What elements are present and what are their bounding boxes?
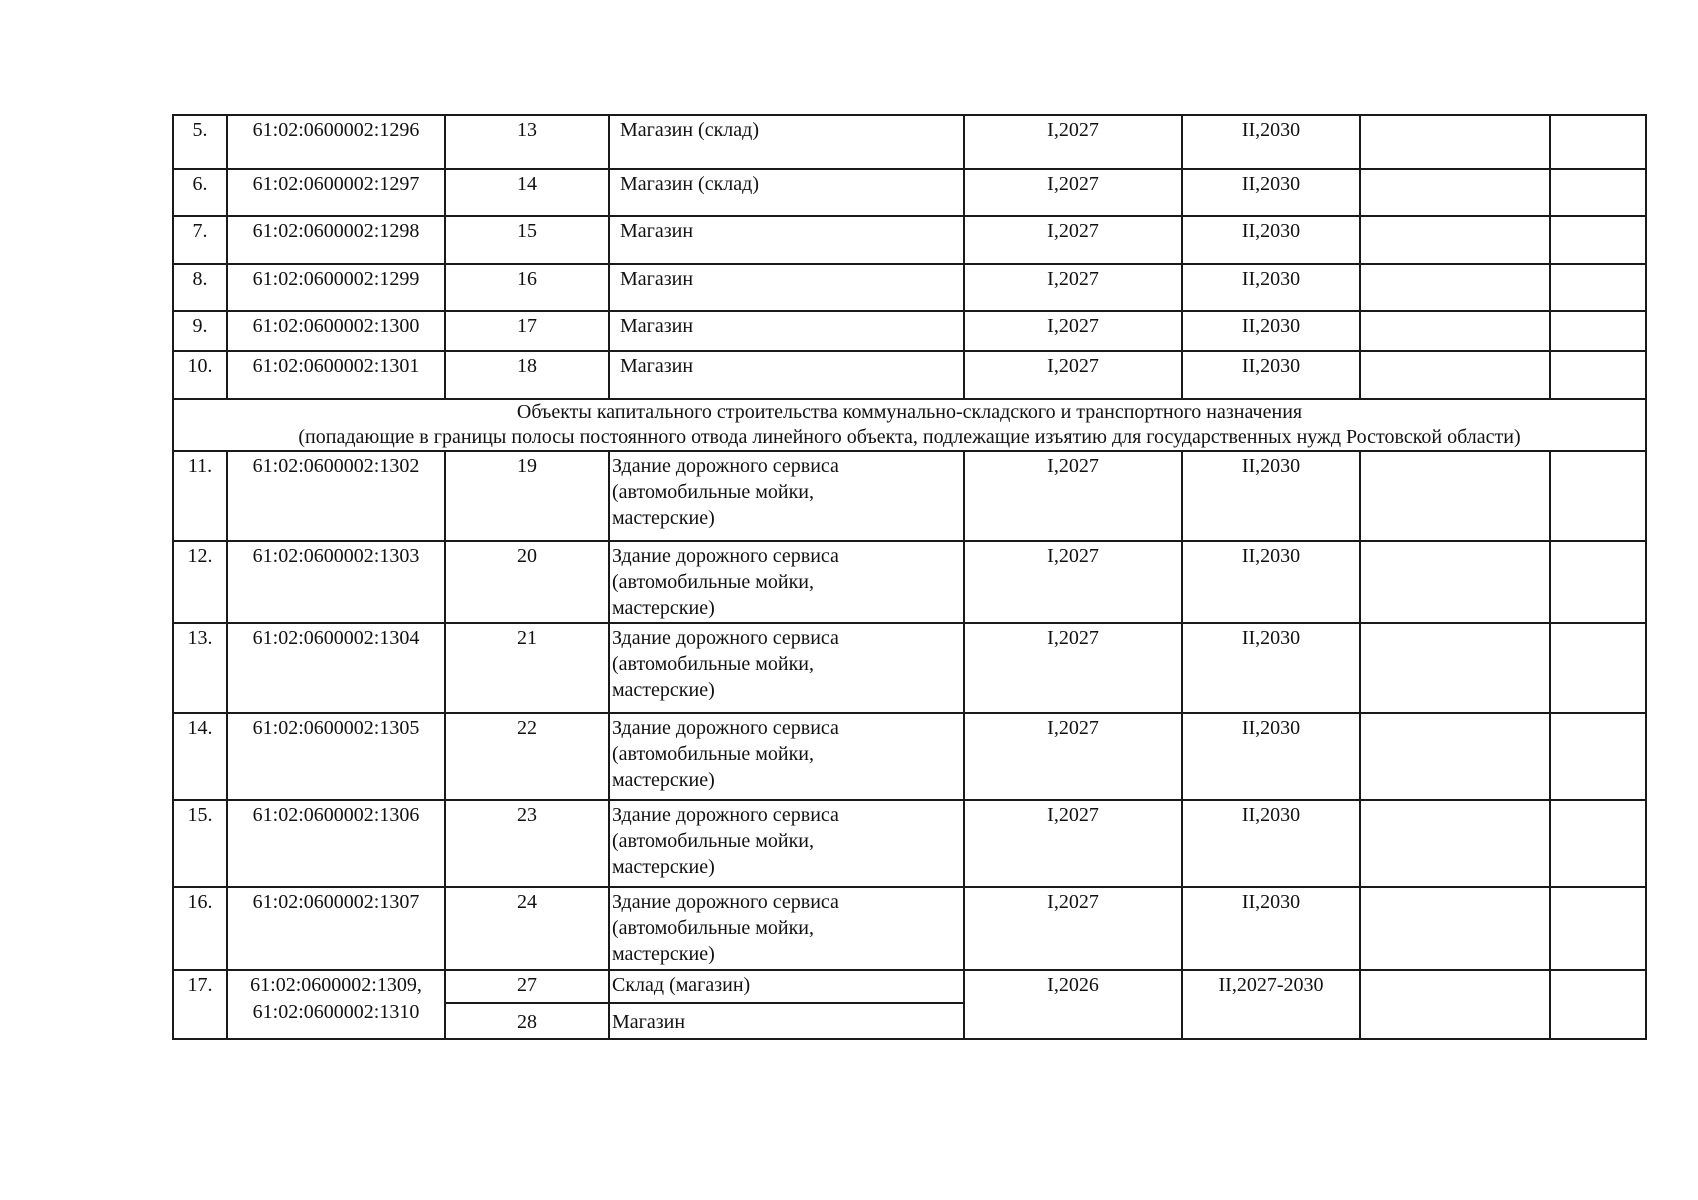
object-name: Магазин (612, 1010, 686, 1033)
cadastral-number: 61:02:0600002:1305 (252, 717, 420, 739)
row-number-cell (173, 169, 227, 216)
row-number-cell (173, 115, 227, 169)
object-name-line: Здание дорожного сервиса (612, 804, 839, 826)
object-name-cell (609, 351, 964, 399)
object-name-line: Здание дорожного сервиса (612, 891, 839, 913)
end-period: II,2030 (1241, 268, 1301, 290)
extra-1 (1361, 265, 1549, 266)
start-period: I,2027 (1047, 627, 1099, 649)
row-number-cell (173, 800, 227, 887)
extra-2-cell (1550, 115, 1646, 169)
cadastral-number-cell (227, 451, 445, 541)
position-number-cell (445, 1003, 609, 1039)
extra-2 (1551, 170, 1645, 171)
table-row (173, 115, 1646, 169)
start-period-cell (964, 713, 1182, 800)
end-period: II,2030 (1241, 891, 1301, 913)
end-period-cell (1182, 713, 1360, 800)
cadastral-number-cell (227, 713, 445, 800)
extra-1 (1361, 116, 1549, 117)
table-row (173, 713, 1646, 800)
object-name-line: Здание дорожного сервиса (612, 627, 839, 649)
end-period-cell (1182, 887, 1360, 970)
end-period-cell (1182, 311, 1360, 351)
object-name-cell (609, 169, 964, 216)
extra-2-cell (1550, 216, 1646, 264)
position-number-cell (445, 264, 609, 311)
property-table (172, 114, 1647, 1040)
table-row (173, 451, 1646, 541)
extra-1-cell (1360, 800, 1550, 887)
start-period-cell (964, 623, 1182, 713)
extra-2-cell (1550, 713, 1646, 800)
object-name-cell (609, 216, 964, 264)
cadastral-number-cell (227, 623, 445, 713)
cadastral-number-cell (227, 115, 445, 169)
table-row (173, 169, 1646, 216)
start-period: I,2027 (1047, 804, 1099, 826)
extra-1 (1361, 312, 1549, 313)
start-period-cell (964, 970, 1182, 1039)
cadastral-number-cell (227, 216, 445, 264)
extra-1-cell (1360, 713, 1550, 800)
extra-2 (1551, 312, 1645, 313)
extra-2-cell (1550, 887, 1646, 970)
start-period-cell (964, 169, 1182, 216)
extra-2-cell (1550, 541, 1646, 623)
end-period-cell (1182, 169, 1360, 216)
start-period-cell (964, 311, 1182, 351)
object-name-line: (автомобильные мойки, (612, 917, 815, 939)
extra-1-cell (1360, 311, 1550, 351)
position-number-cell (445, 623, 609, 713)
table-row (173, 623, 1646, 713)
extra-1-cell (1360, 264, 1550, 311)
extra-2 (1551, 116, 1645, 117)
end-period: II,2030 (1241, 455, 1301, 477)
object-name-line: мастерские) (612, 597, 715, 619)
object-name-line: (автомобильные мойки, (612, 481, 815, 503)
row-number-cell (173, 887, 227, 970)
row-number-cell (173, 713, 227, 800)
object-name-cell (609, 1003, 964, 1039)
object-name-cell (609, 541, 964, 623)
object-name-cell (609, 311, 964, 351)
object-name (610, 888, 963, 967)
position-number-cell (445, 713, 609, 800)
position-number: 19 (517, 455, 537, 477)
position-number: 22 (517, 717, 537, 739)
position-number-cell (445, 800, 609, 887)
object-name-cell (609, 713, 964, 800)
position-number: 27 (517, 974, 537, 996)
extra-2-cell (1550, 169, 1646, 216)
start-period: I,2027 (1047, 268, 1099, 290)
extra-1-cell (1360, 541, 1550, 623)
start-period: I,2027 (1047, 455, 1099, 477)
cadastral-number-cell (227, 800, 445, 887)
end-period: II,2030 (1241, 804, 1301, 826)
row-number: 16. (187, 891, 213, 913)
end-period-cell (1182, 264, 1360, 311)
cadastral-number: 61:02:0600002:1309, (250, 974, 422, 996)
row-number: 8. (192, 268, 208, 290)
section-header-row (173, 399, 1646, 451)
row-number-cell (173, 351, 227, 399)
start-period: I,2027 (1047, 545, 1099, 567)
position-number: 21 (517, 627, 537, 649)
extra-2 (1551, 265, 1645, 266)
row-number: 10. (187, 355, 213, 377)
extra-1-cell (1360, 451, 1550, 541)
position-number: 24 (517, 891, 537, 913)
end-period: II,2030 (1241, 173, 1301, 195)
cadastral-number: 61:02:0600002:1306 (252, 804, 420, 826)
end-period-cell (1182, 800, 1360, 887)
row-number: 7. (192, 220, 208, 242)
cadastral-number-cell (227, 311, 445, 351)
extra-2-cell (1550, 311, 1646, 351)
start-period: I,2027 (1047, 315, 1099, 337)
start-period-cell (964, 351, 1182, 399)
end-period-cell (1182, 115, 1360, 169)
row-number: 13. (187, 627, 213, 649)
row-number-cell (173, 451, 227, 541)
row-number: 15. (187, 804, 213, 826)
object-name: Магазин (620, 315, 694, 337)
object-name-line: мастерские) (612, 507, 715, 529)
object-name-line: Здание дорожного сервиса (612, 717, 839, 739)
cadastral-number: 61:02:0600002:1302 (252, 455, 420, 477)
start-period: I,2026 (1047, 974, 1099, 996)
end-period: II,2030 (1241, 119, 1301, 141)
position-number-cell (445, 169, 609, 216)
position-number: 15 (517, 220, 537, 242)
table-row (173, 264, 1646, 311)
row-number-cell (173, 623, 227, 713)
start-period-cell (964, 115, 1182, 169)
extra-1-cell (1360, 169, 1550, 216)
object-name-line: (автомобильные мойки, (612, 830, 815, 852)
extra-1-cell (1360, 216, 1550, 264)
row-number: 6. (192, 173, 208, 195)
row-number-cell (173, 541, 227, 623)
cadastral-number-cell (227, 970, 445, 1039)
row-number: 12. (187, 545, 213, 567)
position-number-cell (445, 351, 609, 399)
cadastral-number: 61:02:0600002:1310 (252, 1001, 420, 1023)
cadastral-number-cell (227, 541, 445, 623)
position-number: 16 (517, 268, 537, 290)
start-period: I,2027 (1047, 717, 1099, 739)
cadastral-number: 61:02:0600002:1300 (252, 315, 420, 337)
object-name (610, 542, 963, 621)
object-name: Склад (магазин) (612, 974, 751, 996)
end-period-cell (1182, 216, 1360, 264)
extra-2-cell (1550, 351, 1646, 399)
object-name-line: (автомобильные мойки, (612, 653, 815, 675)
position-number: 17 (517, 315, 537, 337)
end-period-cell (1182, 541, 1360, 623)
object-name (610, 452, 963, 531)
position-number: 20 (517, 545, 537, 567)
table-body (173, 115, 1646, 1039)
cadastral-number-cell (227, 264, 445, 311)
cadastral-number: 61:02:0600002:1303 (252, 545, 420, 567)
cadastral-number-cell (227, 351, 445, 399)
end-period-cell (1182, 451, 1360, 541)
table-row (173, 970, 1646, 1003)
extra-1-cell (1360, 115, 1550, 169)
position-number-cell (445, 541, 609, 623)
row-number: 11. (187, 455, 213, 477)
row-number: 14. (187, 717, 213, 739)
extra-2-cell (1550, 264, 1646, 311)
object-name-line: мастерские) (612, 856, 715, 878)
object-name-cell (609, 800, 964, 887)
table-row (173, 311, 1646, 351)
section-title-line2: (попадающие в границы полосы постоянного отвода линейного объекта, подлежащие изъятию для государственных нужд Ростовской области) (298, 426, 1521, 448)
start-period-cell (964, 216, 1182, 264)
extra-1-cell (1360, 351, 1550, 399)
object-name: Магазин (склад) (620, 173, 759, 195)
row-number: 17. (187, 974, 213, 996)
end-period: II,2030 (1241, 220, 1301, 242)
end-period-cell (1182, 351, 1360, 399)
table-row (173, 541, 1646, 623)
end-period-cell (1182, 970, 1360, 1039)
row-number: 9. (192, 315, 208, 337)
position-number: 23 (517, 804, 537, 826)
extra-1-cell (1360, 887, 1550, 970)
extra-1-cell (1360, 623, 1550, 713)
extra-1-cell (1360, 970, 1550, 1039)
object-name-line: мастерские) (612, 679, 715, 701)
object-name-cell (609, 970, 964, 1003)
end-period: II,2027-2030 (1218, 974, 1324, 996)
object-name-line: мастерские) (612, 769, 715, 791)
extra-2 (1551, 352, 1645, 353)
object-name-cell (609, 451, 964, 541)
start-period-cell (964, 264, 1182, 311)
object-name-line: (автомобильные мойки, (612, 743, 815, 765)
object-name-line: мастерские) (612, 943, 715, 965)
table-row (173, 887, 1646, 970)
object-name-line: Здание дорожного сервиса (612, 455, 839, 477)
start-period-cell (964, 541, 1182, 623)
extra-2-cell (1550, 970, 1646, 1039)
table-row (173, 800, 1646, 887)
row-number: 5. (192, 119, 208, 141)
position-number: 28 (517, 1010, 537, 1033)
object-name-line: Здание дорожного сервиса (612, 545, 839, 567)
extra-1 (1361, 170, 1549, 171)
extra-2-cell (1550, 623, 1646, 713)
object-name-cell (609, 264, 964, 311)
position-number-cell (445, 451, 609, 541)
section-header (173, 399, 1646, 451)
end-period-cell (1182, 623, 1360, 713)
object-name: Магазин (620, 220, 694, 242)
end-period: II,2030 (1241, 355, 1301, 377)
object-name: Магазин (620, 268, 694, 290)
cadastral-number-cell (227, 169, 445, 216)
object-name-cell (609, 887, 964, 970)
row-number-cell (173, 216, 227, 264)
extra-1 (1361, 352, 1549, 353)
cadastral-number: 61:02:0600002:1296 (252, 119, 420, 141)
object-name: Магазин (склад) (620, 119, 759, 141)
table-row (173, 351, 1646, 399)
start-period: I,2027 (1047, 173, 1099, 195)
object-name: Магазин (620, 355, 694, 377)
start-period-cell (964, 800, 1182, 887)
position-number: 18 (517, 355, 537, 377)
cadastral-number-cell (227, 887, 445, 970)
extra-2-cell (1550, 800, 1646, 887)
object-name-cell (609, 623, 964, 713)
start-period: I,2027 (1047, 355, 1099, 377)
row-number-cell (173, 970, 227, 1039)
position-number: 13 (517, 119, 537, 141)
start-period: I,2027 (1047, 220, 1099, 242)
object-name-line: (автомобильные мойки, (612, 571, 815, 593)
section-title-line1: Объекты капитального строительства коммунально-складского и транспортного назначения (516, 401, 1303, 423)
object-name (610, 624, 963, 703)
cadastral-number: 61:02:0600002:1304 (252, 627, 420, 649)
extra-2 (1551, 217, 1645, 218)
start-period-cell (964, 451, 1182, 541)
position-number-cell (445, 887, 609, 970)
object-name (610, 714, 963, 793)
extra-1 (1361, 217, 1549, 218)
cadastral-number: 61:02:0600002:1301 (252, 355, 420, 377)
position-number-cell (445, 970, 609, 1003)
object-name-cell (609, 115, 964, 169)
row-number-cell (173, 264, 227, 311)
end-period: II,2030 (1241, 315, 1301, 337)
table-row (173, 216, 1646, 264)
cadastral-number: 61:02:0600002:1307 (252, 891, 420, 913)
position-number: 14 (517, 173, 537, 195)
end-period: II,2030 (1241, 717, 1301, 739)
end-period: II,2030 (1241, 627, 1301, 649)
row-number-cell (173, 311, 227, 351)
start-period: I,2027 (1047, 119, 1099, 141)
start-period-cell (964, 887, 1182, 970)
cadastral-number: 61:02:0600002:1298 (252, 220, 420, 242)
object-name (610, 801, 963, 880)
position-number-cell (445, 115, 609, 169)
extra-2-cell (1550, 451, 1646, 541)
cadastral-number: 61:02:0600002:1297 (252, 173, 420, 195)
position-number-cell (445, 311, 609, 351)
end-period: II,2030 (1241, 545, 1301, 567)
position-number-cell (445, 216, 609, 264)
start-period: I,2027 (1047, 891, 1099, 913)
cadastral-number: 61:02:0600002:1299 (252, 268, 420, 290)
